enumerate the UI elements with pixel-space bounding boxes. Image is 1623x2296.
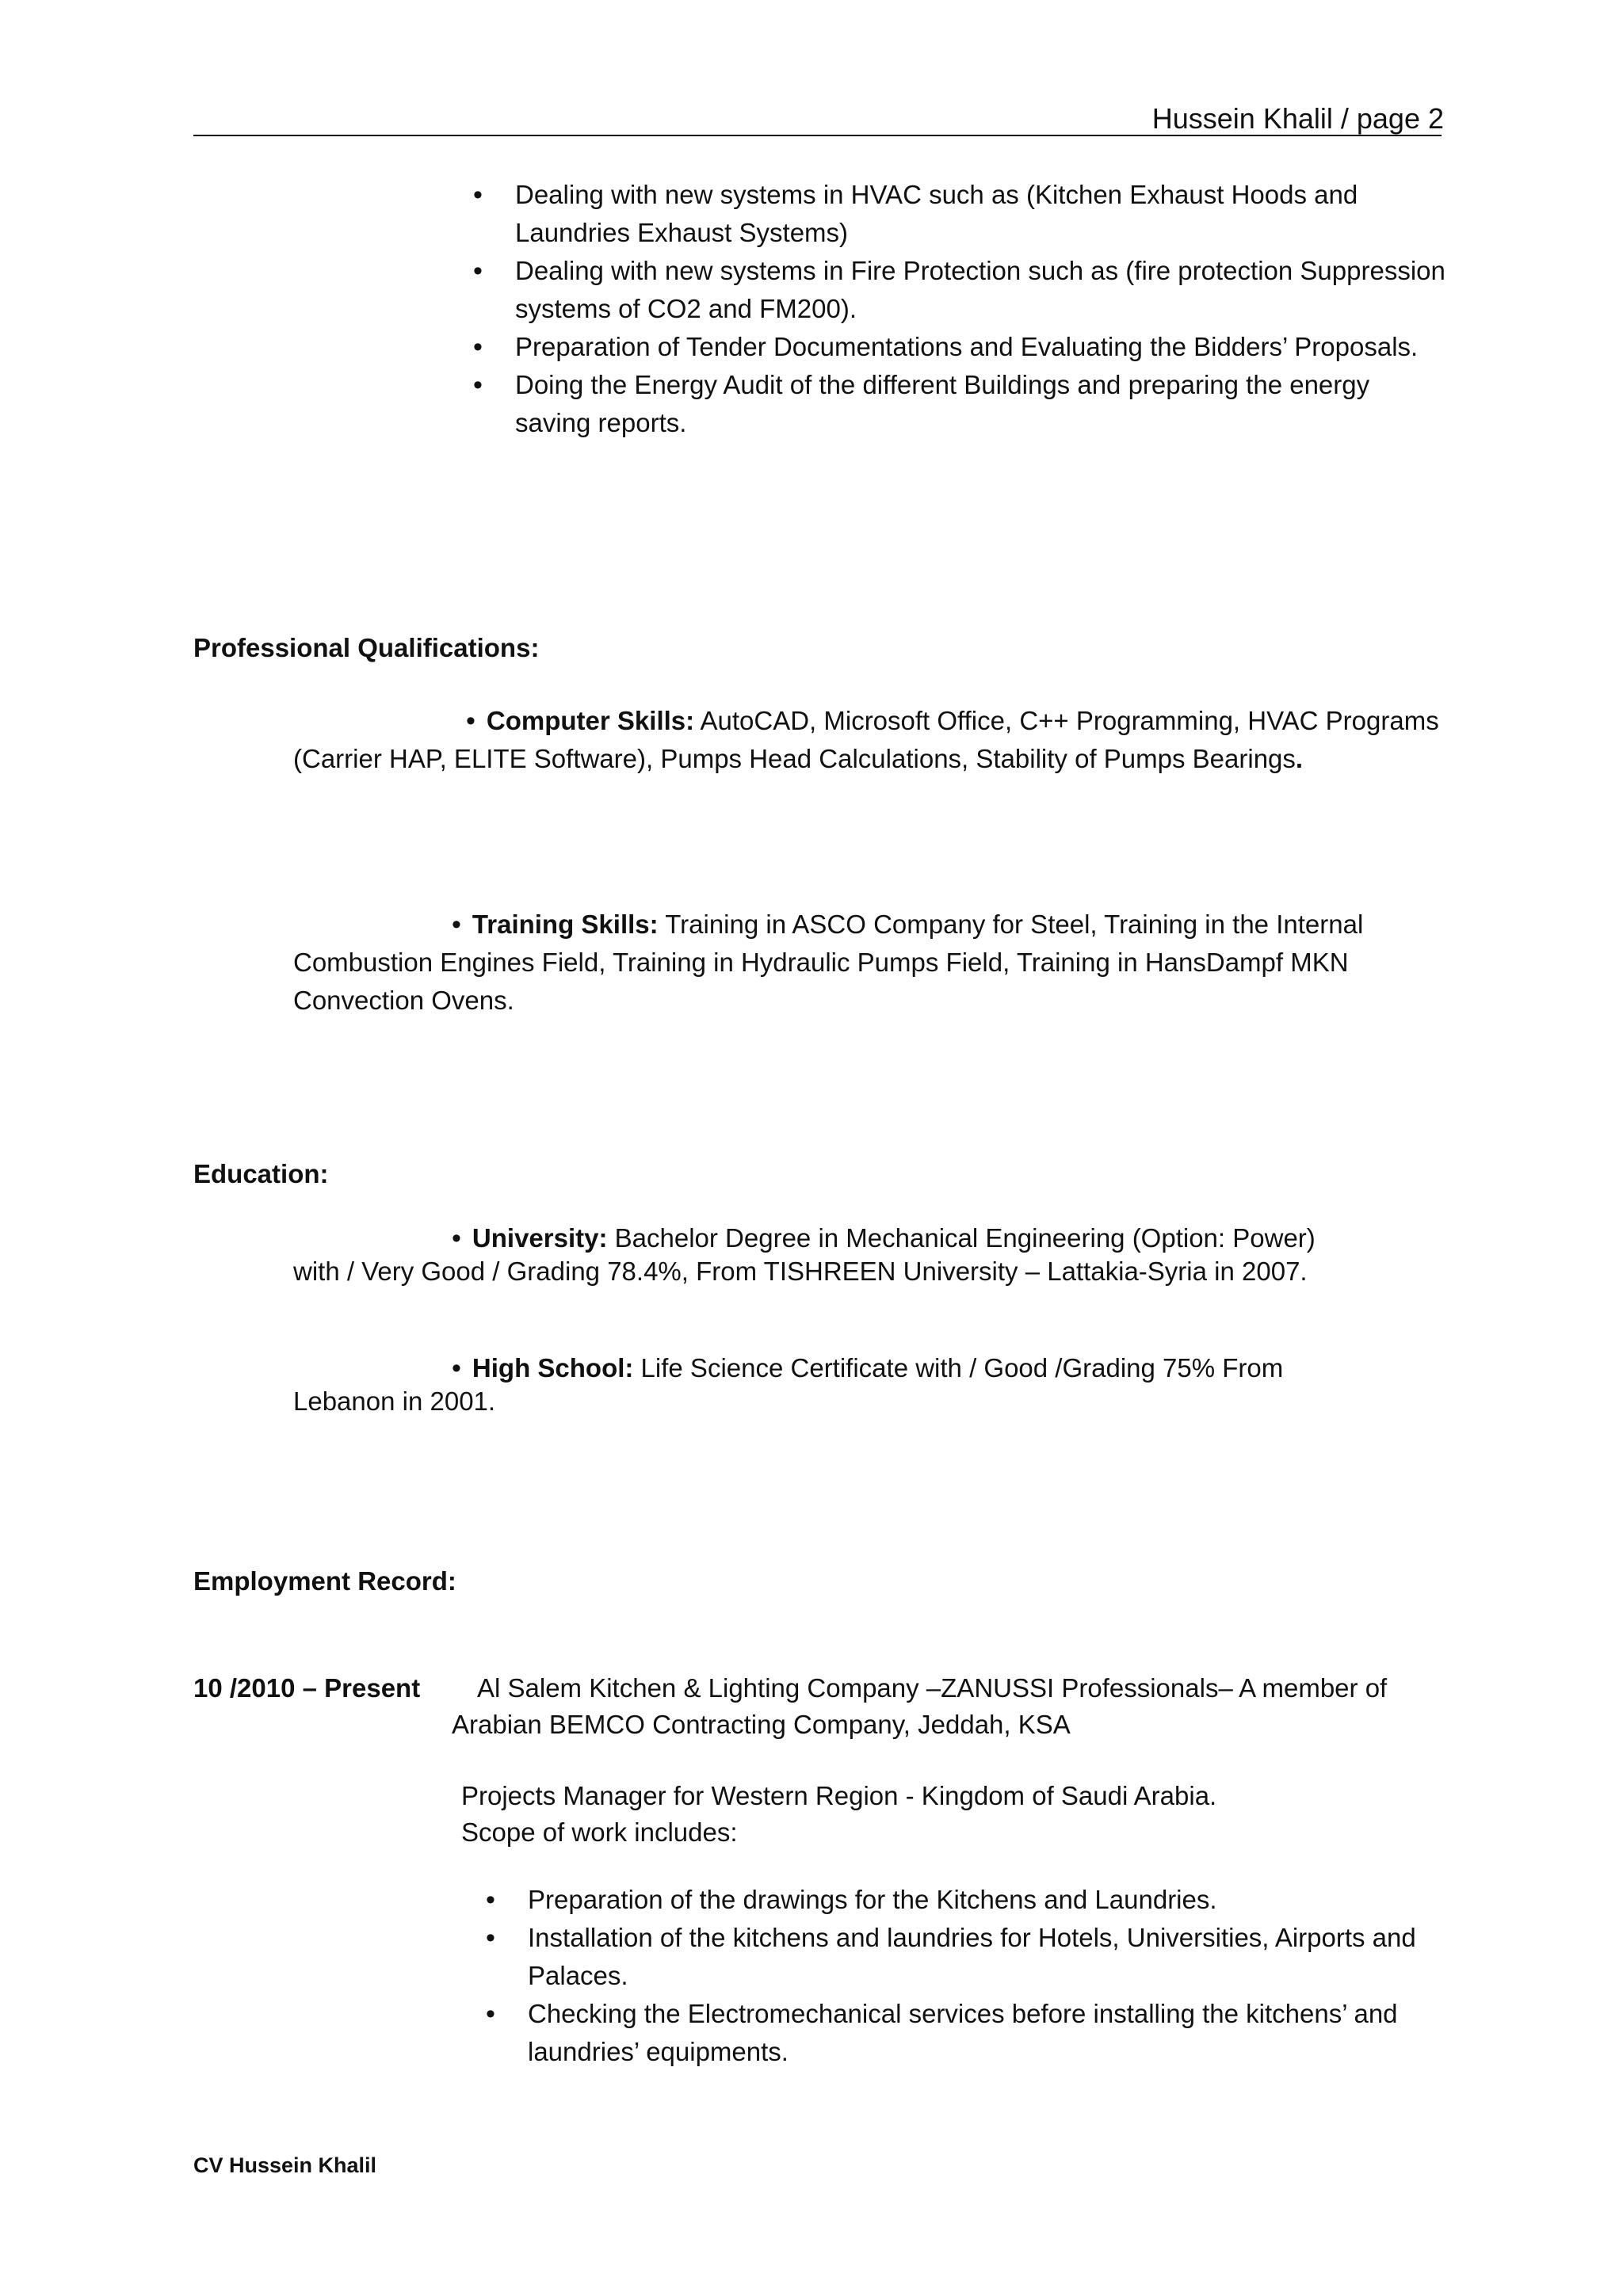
bullet-icon: •	[473, 256, 483, 286]
bullet-icon: •	[452, 1223, 461, 1253]
university-label: University:	[472, 1223, 608, 1253]
header-divider	[193, 135, 1442, 136]
list-item: • Dealing with new systems in Fire Protection such as (fire protection Suppression systems of CO2 and FM200).	[466, 252, 1449, 328]
job-scope-label: Scope of work includes:	[461, 1817, 738, 1847]
training-skills-text: Training in ASCO Company for Steel, Training in the Internal Combustion Engines Field, Training in Hydraulic Pumps Field, Training in HansDampf MKN Convection Ovens.	[293, 910, 1364, 1015]
page-header: Hussein Khalil / page 2	[1151, 102, 1444, 135]
list-item: • Preparation of the drawings for the Kitchens and Laundries.	[479, 1881, 1449, 1919]
computer-skills-text: AutoCAD, Microsoft Office, C++ Programming, HVAC Programs (Carrier HAP, ELITE Software), Pumps Head Calculations, Stability of Pumps Bearings	[293, 706, 1439, 773]
employment-heading: Employment Record:	[193, 1566, 456, 1596]
bullet-icon: •	[486, 1885, 495, 1915]
list-item: • Installation of the kitchens and laundries for Hotels, Universities, Airports and Palaces.	[479, 1919, 1449, 1995]
university-text: Bachelor Degree in Mechanical Engineering (Option: Power) with / Very Good / Grading 78.4%, From TISHREEN University – Lattakia-Syria in 2007.	[293, 1223, 1316, 1286]
bullet-icon: •	[473, 370, 483, 400]
page-footer: CV Hussein Khalil	[193, 2153, 377, 2177]
high-school-text: Life Science Certificate with / Good /Grading 75% From Lebanon in 2001.	[293, 1353, 1284, 1416]
list-item: • Preparation of Tender Documentations and Evaluating the Bidders’ Proposals.	[466, 328, 1449, 366]
training-skills-label: Training Skills:	[472, 910, 659, 939]
job-title: Projects Manager for Western Region - Kingdom of Saudi Arabia.	[461, 1781, 1217, 1810]
list-item: • Checking the Electromechanical services before installing the kitchens’ and laundries’ equipments.	[479, 1995, 1449, 2071]
job-bullet-list	[479, 1881, 1449, 2071]
bullet-icon: •	[473, 180, 483, 210]
high-school-entry	[293, 1352, 1323, 1418]
bullet-icon: •	[466, 706, 475, 736]
bullet-icon: •	[452, 910, 461, 940]
job-role	[461, 1778, 1412, 1851]
bullet-icon: •	[473, 332, 483, 362]
qualifications-heading: Professional Qualifications:	[193, 633, 540, 662]
bullet-icon: •	[452, 1353, 461, 1383]
list-item: • Dealing with new systems in HVAC such as (Kitchen Exhaust Hoods and Laundries Exhaust Systems)	[466, 176, 1449, 252]
intro-bullet-list	[466, 176, 1449, 442]
bullet-icon: •	[486, 1999, 495, 2029]
bullet-icon: •	[486, 1923, 495, 1953]
university-entry	[293, 1222, 1323, 1288]
training-skills	[293, 906, 1442, 1020]
high-school-label: High School:	[472, 1353, 634, 1383]
list-item: • Doing the Energy Audit of the different Buildings and preparing the energy saving reports.	[466, 366, 1449, 442]
computer-skills: • Computer Skills: AutoCAD, Microsoft Office, C++ Programming, HVAC Programs (Carrier HAP, ELITE Software), Pumps Head Calculations, Stability of Pumps Bearings.	[293, 706, 1439, 773]
computer-skills-label: Computer Skills:	[486, 706, 695, 735]
education-heading: Education:	[193, 1159, 329, 1188]
job-dates: 10 /2010 – Present	[193, 1673, 421, 1703]
job-company: Al Salem Kitchen & Lighting Company –ZANUSSI Professionals– A member of Arabian BEMCO Contracting Company, Jeddah, KSA	[452, 1673, 1388, 1739]
